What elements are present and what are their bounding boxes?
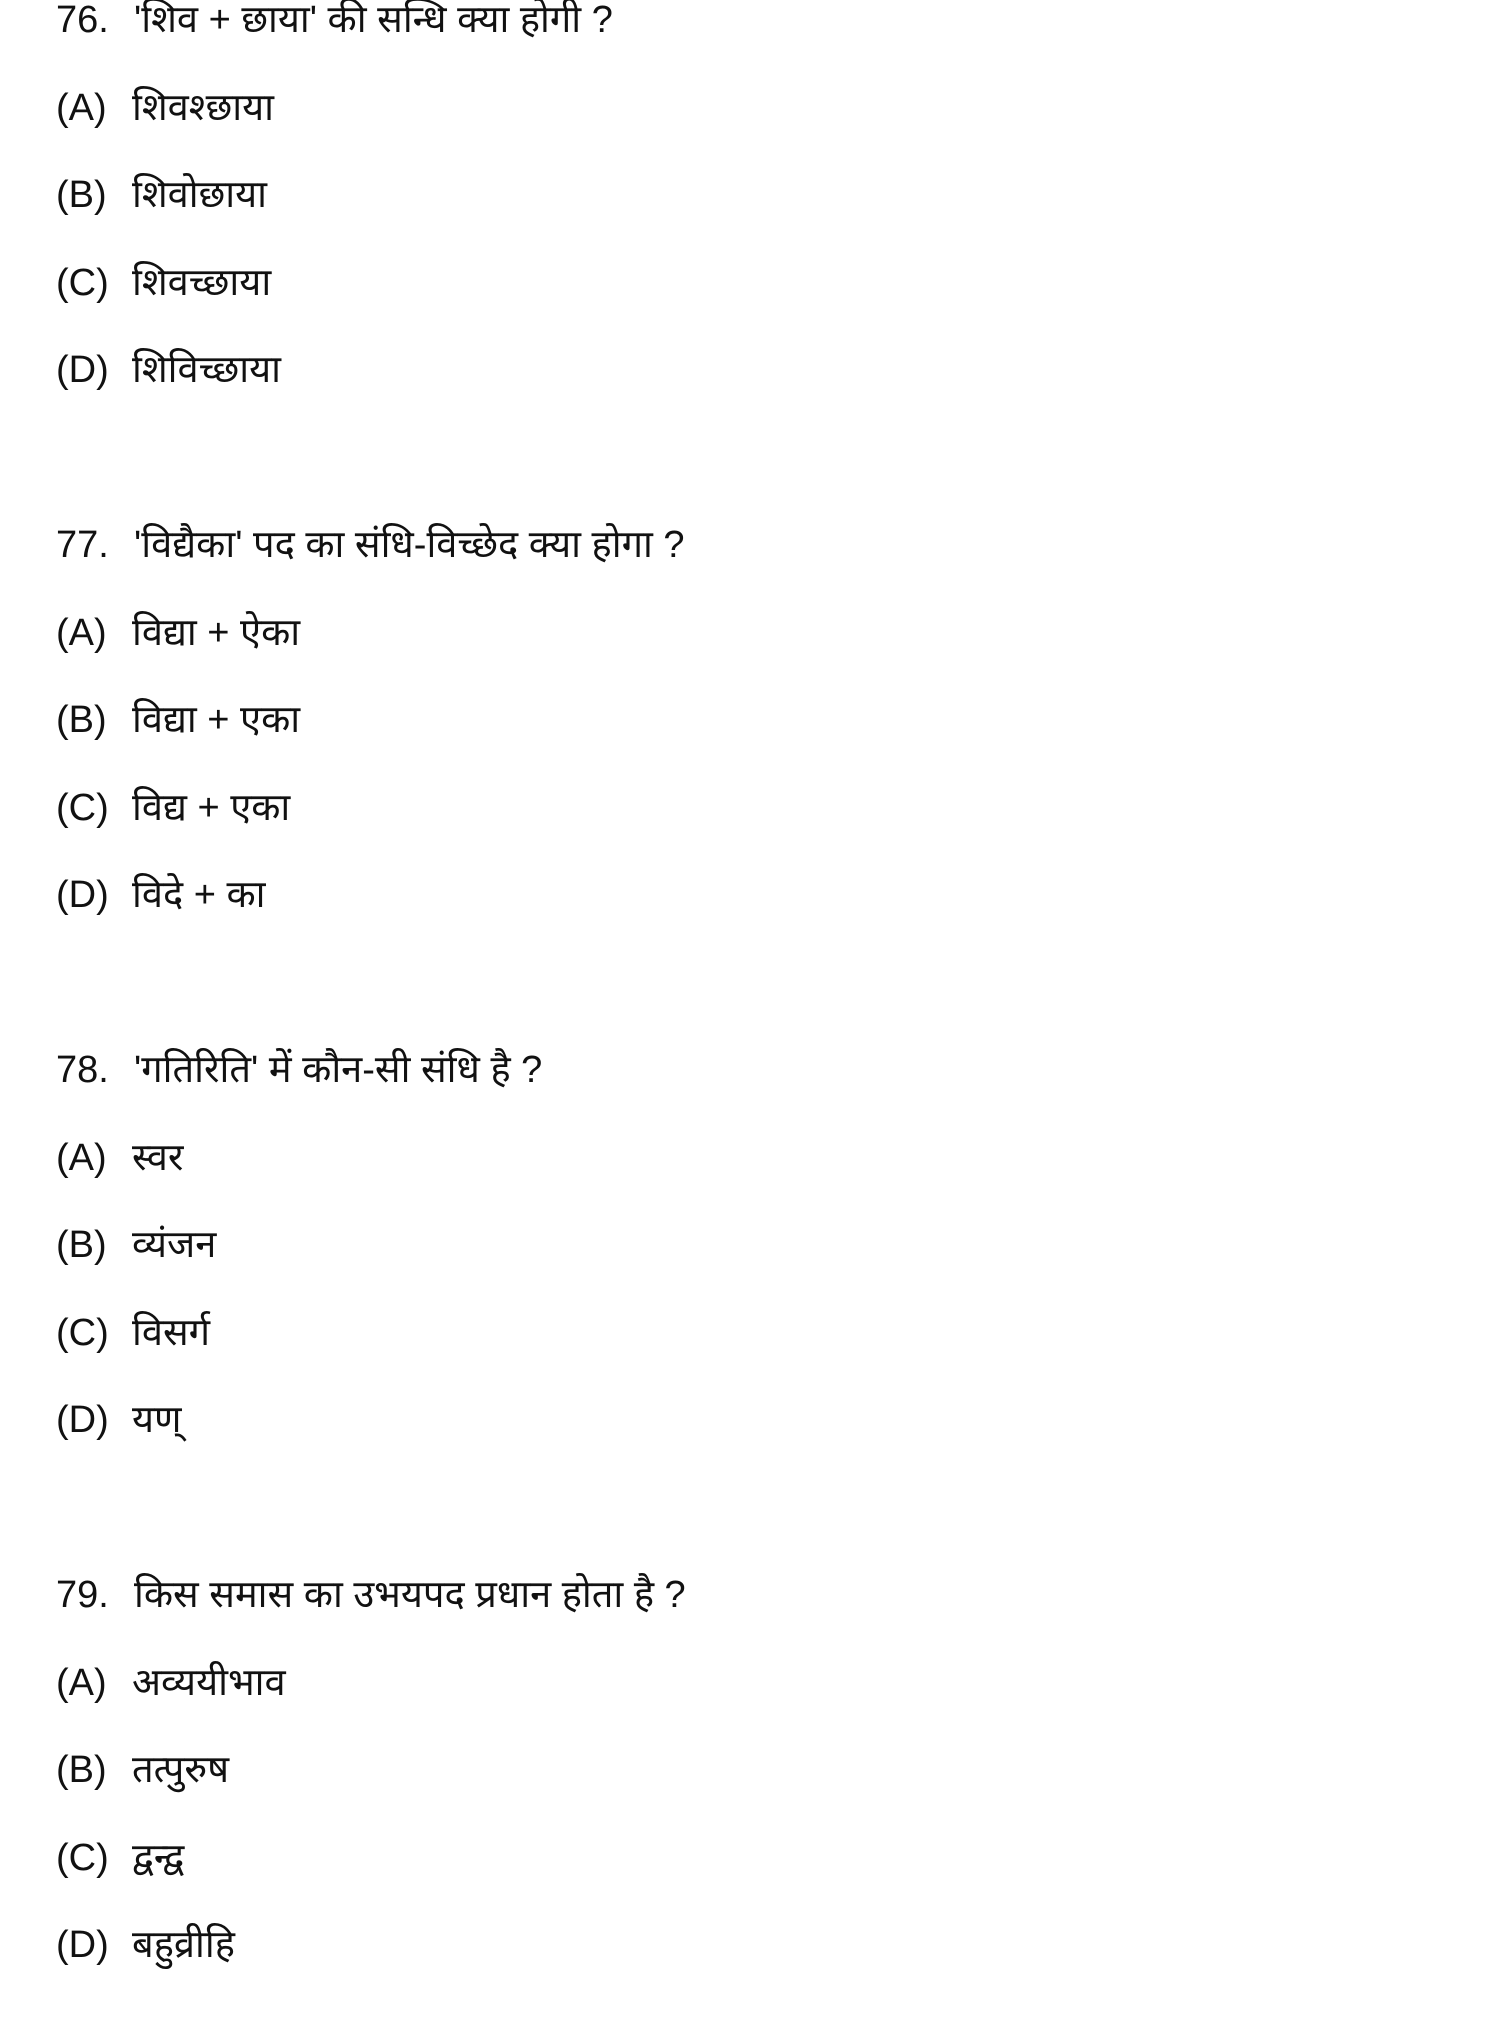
question-number: 77. bbox=[56, 524, 109, 566]
answer-option bbox=[56, 345, 1456, 433]
question-number: 78. bbox=[56, 1049, 109, 1091]
question-stem bbox=[56, 0, 1456, 83]
option-label: (C) bbox=[56, 1311, 109, 1354]
option-text: विद्य + एका bbox=[132, 786, 291, 829]
answer-option bbox=[56, 1220, 1456, 1308]
answer-option bbox=[56, 1920, 1456, 2008]
option-text: स्वर bbox=[132, 1136, 184, 1179]
answer-option bbox=[56, 83, 1456, 171]
option-text: विदे + का bbox=[132, 874, 266, 916]
option-label: (A) bbox=[56, 86, 107, 129]
question-number: 76. bbox=[56, 0, 109, 41]
question-block bbox=[56, 1045, 1456, 1483]
option-text: बहुव्रीहि bbox=[132, 1924, 235, 1966]
option-label: (B) bbox=[56, 174, 107, 216]
option-label: (A) bbox=[56, 611, 107, 654]
option-label: (B) bbox=[56, 1224, 107, 1266]
question-stem bbox=[56, 1045, 1456, 1133]
answer-option bbox=[56, 783, 1456, 871]
answer-option bbox=[56, 1133, 1456, 1221]
option-text: यण् bbox=[132, 1399, 182, 1441]
question-text: 'गतिरिति' में कौन-सी संधि है ? bbox=[134, 1049, 543, 1091]
option-text: शिविच्छाया bbox=[132, 349, 281, 391]
option-text: शिवश्छाया bbox=[132, 86, 275, 129]
option-text: अव्ययीभाव bbox=[132, 1661, 286, 1704]
question-text: 'विद्यैका' पद का संधि-विच्छेद क्या होगा ? bbox=[134, 524, 685, 566]
answer-option bbox=[56, 1308, 1456, 1396]
question-stem bbox=[56, 1570, 1456, 1658]
option-label: (A) bbox=[56, 1136, 107, 1179]
question-block bbox=[56, 0, 1456, 433]
question-block bbox=[56, 520, 1456, 958]
option-label: (D) bbox=[56, 349, 109, 391]
option-text: शिवच्छाया bbox=[132, 261, 272, 304]
option-text: विद्या + एका bbox=[132, 699, 301, 741]
answer-option bbox=[56, 1658, 1456, 1746]
option-label: (B) bbox=[56, 699, 107, 741]
option-label: (D) bbox=[56, 1924, 109, 1966]
question-text: किस समास का उभयपद प्रधान होता है ? bbox=[134, 1574, 686, 1616]
answer-option bbox=[56, 695, 1456, 783]
option-text: तत्पुरुष bbox=[132, 1749, 230, 1791]
answer-option bbox=[56, 258, 1456, 346]
option-text: शिवोछाया bbox=[132, 174, 268, 216]
answer-option bbox=[56, 1745, 1456, 1833]
option-text: विसर्ग bbox=[132, 1311, 211, 1354]
question-text: 'शिव + छाया' की सन्धि क्या होगी ? bbox=[134, 0, 613, 41]
answer-option bbox=[56, 608, 1456, 696]
option-label: (D) bbox=[56, 874, 109, 916]
question-stem bbox=[56, 520, 1456, 608]
option-label: (C) bbox=[56, 1836, 109, 1879]
answer-option bbox=[56, 1833, 1456, 1921]
question-block bbox=[56, 1570, 1456, 2008]
answer-option bbox=[56, 170, 1456, 258]
option-label: (B) bbox=[56, 1749, 107, 1791]
option-label: (C) bbox=[56, 786, 109, 829]
option-text: व्यंजन bbox=[132, 1224, 217, 1266]
option-text: द्वन्द्व bbox=[132, 1836, 185, 1879]
answer-option bbox=[56, 1395, 1456, 1483]
question-number: 79. bbox=[56, 1574, 109, 1616]
option-label: (C) bbox=[56, 261, 109, 304]
answer-option bbox=[56, 870, 1456, 958]
option-label: (D) bbox=[56, 1399, 109, 1441]
option-label: (A) bbox=[56, 1661, 107, 1704]
option-text: विद्या + ऐका bbox=[132, 611, 301, 654]
